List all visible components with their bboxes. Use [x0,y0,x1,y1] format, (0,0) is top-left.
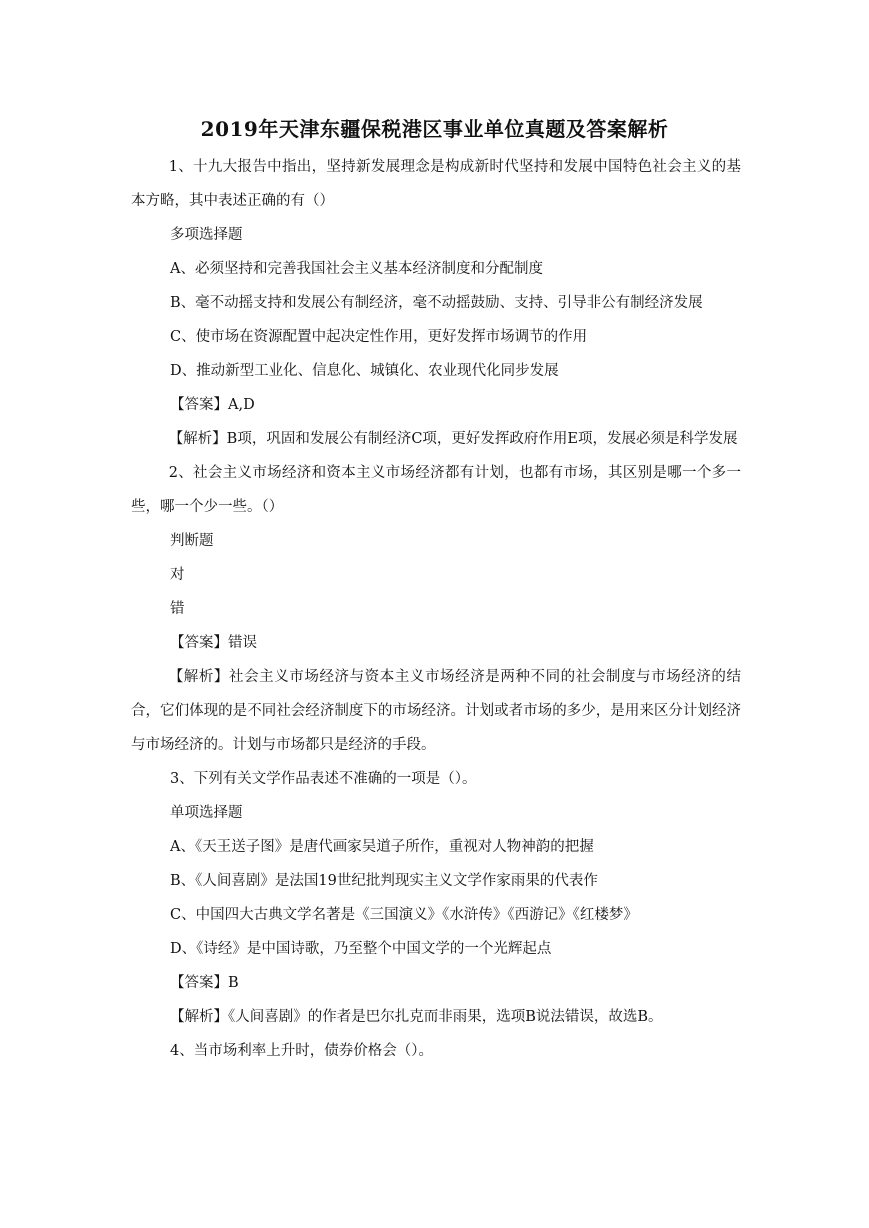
page-title: 2019年天津东疆保税港区事业单位真题及答案解析 [200,117,669,141]
question-1-option-a: A、必须坚持和完善我国社会主义基本经济制度和分配制度 [170,261,543,277]
question-2-answer: 【答案】错误 [170,635,257,651]
question-4-stem: 4、当市场利率上升时，债券价格会（）。 [170,1043,433,1059]
question-1-option-c: C、使市场在资源配置中起决定性作用，更好发挥市场调节的作用 [170,329,588,345]
question-1-analysis: 【解析】B项，巩固和发展公有制经济C项，更好发挥政府作用E项，发展必须是科学发展 [168,431,738,447]
question-3-option-c: C、中国四大古典文学名著是《三国演义》《水浒传》《西游记》《红楼梦》 [170,907,638,923]
question-2-type: 判断题 [170,533,214,549]
question-1-option-b: B、毫不动摇支持和发展公有制经济，毫不动摇鼓励、支持、引导非公有制经济发展 [170,295,703,311]
question-2-analysis: 【解析】社会主义市场经济与资本主义市场经济是两种不同的社会制度与市场经济的结合，它们体现的是不同社会经济制度下的市场经济。计划或者市场的多少，是用来区分计划经济与市场经济的。计划与市场都只是经济的手段。 [131,669,741,753]
question-1-option-d: D、推动新型工业化、信息化、城镇化、农业现代化同步发展 [170,363,559,379]
question-2-stem: 2、社会主义市场经济和资本主义市场经济都有计划，也都有市场，其区别是哪一个多一些，哪一个少一些。（） [131,465,741,515]
question-2-option-true: 对 [170,567,185,583]
question-3-type: 单项选择题 [170,805,243,821]
question-3-option-d: D、《诗经》是中国诗歌，乃至整个中国文学的一个光辉起点 [170,941,552,957]
document-body [131,150,741,1068]
question-1-type: 多项选择题 [170,227,243,243]
question-3-stem: 3、下列有关文学作品表述不准确的一项是（）。 [170,771,477,787]
question-3-answer: 【答案】B [170,975,239,991]
question-3-option-a: A、《天王送子图》是唐代画家吴道子所作，重视对人物神韵的把握 [170,839,594,855]
question-1-answer: 【答案】A,D [170,397,255,413]
question-3-analysis: 【解析】《人间喜剧》的作者是巴尔扎克而非雨果，选项B说法错误，故选B。 [170,1009,663,1025]
question-2-option-false: 错 [170,601,185,617]
question-3-option-b: B、《人间喜剧》是法国19世纪批判现实主义文学作家雨果的代表作 [170,873,598,889]
question-1-stem: 1、十九大报告中指出，坚持新发展理念是构成新时代坚持和发展中国特色社会主义的基本方略，其中表述正确的有（） [131,159,741,209]
